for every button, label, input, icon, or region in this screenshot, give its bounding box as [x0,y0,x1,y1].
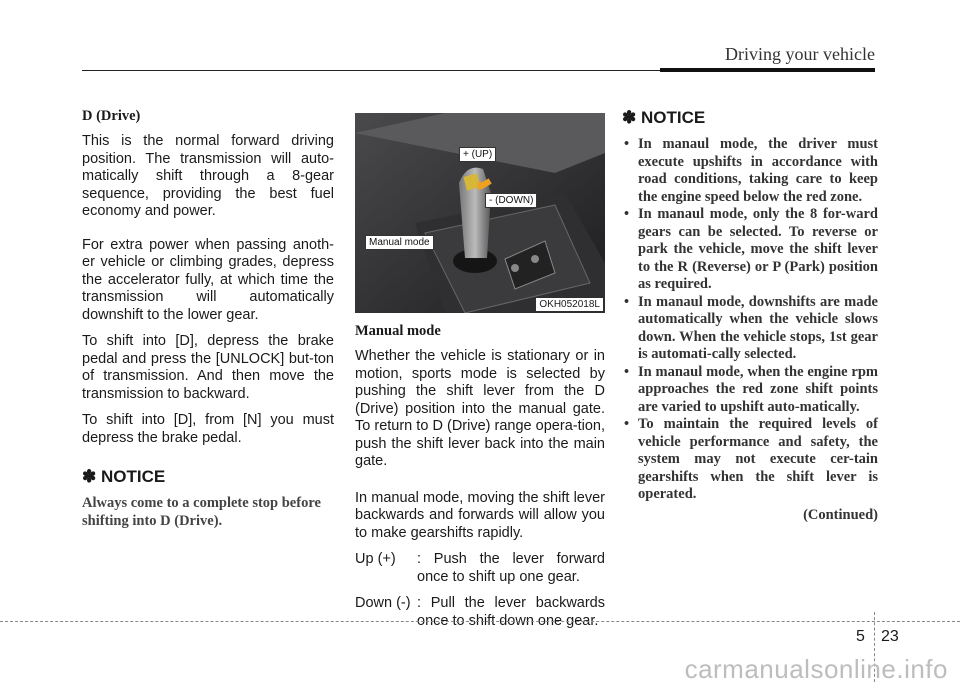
notice-bullet-list [622,136,878,504]
notice-title: NOTICE [100,467,166,486]
drive-paragraph-2: For extra power when passing anoth-er vehicle or climbing grades, depress the accelerator fully, at which time the transmission will automatically downshift to the lower gear. [82,236,334,323]
shift-lever-figure [355,113,605,313]
column-2 [355,113,605,630]
drive-paragraph-1: This is the normal forward driving position. The transmission will auto-matically shift through a 8-gear sequence, providing the best fuel economy and power. [82,133,334,219]
list-item: • In manaul mode, when the engine rpm approaches the red zone shift points are varied to upshift auto-matically. [622,364,878,417]
list-item: • In manaul mode, only the 8 for-ward gears can be selected. To reverse or park the vehicle, move the shift lever to the R (Reverse) or P (Park) position as required. [622,206,878,294]
column-1 [82,108,334,530]
drive-heading: D (Drive) [82,108,141,124]
callout-down: - (DOWN) [485,193,537,208]
list-item: • To maintain the required levels of vehicle performance and safety, the system may not execute cer-tain gearshifts when the shift lever is operated. [622,416,878,504]
manual-mode-paragraph-2: In manual mode, moving the shift lever backwards and forwards will allow you to make gearshifts rapidly. [355,489,605,541]
notice-star-icon: ✽ [622,108,637,127]
up-text: : Push the lever forward once to shift up one gear. [417,551,605,585]
section-title: Driving your vehicle [725,44,875,64]
down-key: Down (-) [355,595,411,611]
list-item: • In manaul mode, downshifts are made automatically when the vehicle slows down. When the vehicle stops, 1st gear is automati-cally selected. [622,294,878,364]
up-shift-definition [355,551,605,586]
footer-rule [0,621,960,622]
manual-mode-paragraph-1: Whether the vehicle is stationary or in motion, sports mode is selected by pushing the shift lever from the D (Drive) position into the manual gate. To return to D (Drive) range opera-tion, push the shift lever back into the main gate. [355,348,605,469]
notice-title: NOTICE [640,108,706,127]
page-number: 23 [881,628,899,645]
header-rule-accent [660,68,875,72]
callout-up: + (UP) [459,147,496,162]
figure-code: OKH052018L [536,298,603,311]
chapter-number: 5 [856,628,865,645]
list-item: • In manaul mode, the driver must execute upshifts in accordance with road conditions, taking care to keep the engine speed below the red zone. [622,136,878,206]
up-key: Up (+) [355,551,396,567]
watermark: carmanualsonline.info [684,654,948,684]
shift-lever-illustration [355,113,605,313]
continued-note: (Continued) [803,506,878,523]
notice-text: Always come to a complete stop before shifting into D (Drive). [82,495,321,529]
drive-paragraph-4: To shift into [D], from [N] you must depress the brake pedal. [82,412,334,446]
notice-heading [82,467,334,487]
down-shift-definition [355,595,605,630]
down-text: : Pull the lever backwards once to shift down one gear. [417,595,605,629]
manual-mode-heading: Manual mode [355,323,441,339]
drive-paragraph-3: To shift into [D], depress the brake pedal and press the [UNLOCK] but-ton of transmission. And then move the transmission to backward. [82,333,334,402]
column-3 [622,108,878,524]
notice-heading-2 [622,108,878,128]
callout-manual-mode: Manual mode [365,235,434,250]
notice-star-icon: ✽ [82,467,97,486]
